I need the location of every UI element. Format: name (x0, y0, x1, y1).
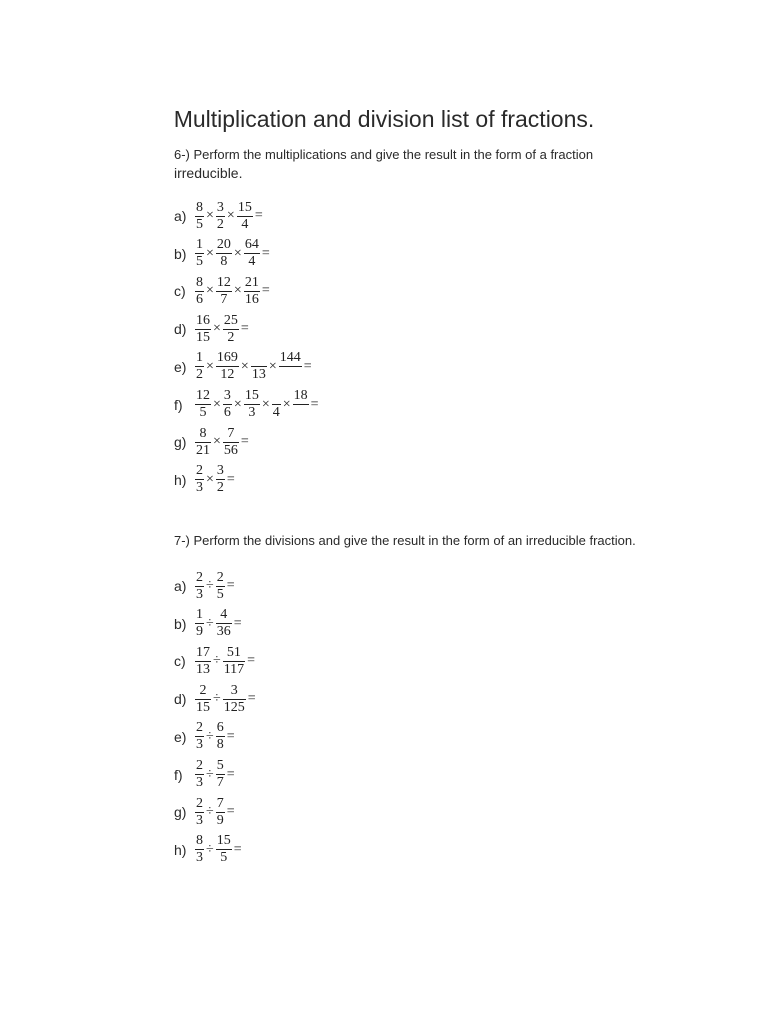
problem-row (174, 566, 236, 606)
fraction-numerator (273, 388, 279, 404)
fraction-numerator: 169 (216, 350, 238, 366)
fraction (216, 200, 225, 233)
equals-sign: = (247, 691, 256, 707)
fraction-numerator: 25 (223, 312, 238, 328)
fraction-denominator: 12 (220, 367, 235, 383)
fraction (223, 645, 245, 678)
fraction-numerator: 7 (227, 425, 235, 441)
fraction (195, 720, 204, 753)
problem-row (174, 641, 256, 681)
operator-sign: × (206, 208, 214, 223)
equals-sign: = (233, 615, 242, 631)
operator-sign: ÷ (213, 653, 221, 669)
problem-row (174, 792, 236, 832)
fraction-denominator: 16 (244, 291, 259, 307)
operator-sign: ÷ (206, 766, 214, 782)
fraction (216, 570, 225, 603)
operator-sign: × (206, 358, 214, 374)
fraction (195, 758, 204, 791)
operator-sign: × (261, 396, 270, 412)
fraction-numerator: 51 (226, 644, 241, 660)
operator-sign: × (206, 283, 214, 299)
problem-row (174, 604, 243, 644)
fraction (223, 388, 232, 421)
fraction-denominator: 21 (196, 442, 210, 458)
equals-sign: = (247, 653, 256, 669)
fraction (244, 275, 260, 308)
problem-row (174, 271, 271, 311)
problem-label: a) (174, 208, 187, 224)
operator-sign: × (282, 396, 291, 412)
fraction-denominator: 9 (216, 812, 224, 828)
fraction-denominator: 3 (196, 480, 203, 496)
fraction-numerator: 15 (237, 199, 252, 215)
fraction-numerator: 3 (216, 463, 224, 479)
fraction-numerator: 18 (293, 388, 308, 403)
fraction-denominator: 5 (196, 254, 203, 270)
operator-sign: × (213, 321, 221, 337)
problem-label: d) (174, 691, 187, 708)
fraction-denominator: 15 (196, 699, 210, 715)
fraction (216, 720, 225, 753)
fraction (195, 463, 204, 496)
problem-row (174, 460, 236, 500)
problem-label: a) (174, 578, 187, 594)
fraction-numerator: 2 (196, 569, 203, 585)
equals-sign: = (310, 396, 319, 412)
equals-sign: = (226, 471, 235, 487)
problem-label: h) (174, 471, 187, 488)
operator-sign: × (240, 358, 249, 374)
fraction-denominator: 6 (196, 291, 203, 307)
fraction-numerator: 2 (196, 463, 203, 479)
fraction (216, 463, 225, 496)
fraction (223, 313, 239, 346)
problem-expression (194, 720, 236, 753)
problem-expression (194, 426, 250, 459)
equals-sign: = (254, 208, 263, 223)
problem-row (174, 309, 250, 349)
fraction-denominator: 2 (216, 480, 224, 496)
fraction (279, 350, 302, 383)
fraction-denominator: 7 (220, 291, 228, 307)
fraction-denominator: 4 (272, 405, 280, 420)
problem-label: c) (174, 653, 186, 670)
fraction (195, 426, 211, 459)
fraction-denominator: 4 (248, 254, 256, 270)
fraction (216, 237, 232, 270)
fraction-numerator: 1 (196, 350, 203, 366)
fraction-numerator: 17 (196, 644, 210, 660)
section-6-instruction (174, 146, 694, 182)
fraction-denominator: 8 (216, 737, 224, 753)
fraction (216, 833, 232, 866)
problem-label: h) (174, 841, 187, 858)
operator-sign: ÷ (206, 728, 214, 744)
fraction-numerator: 3 (216, 199, 224, 215)
problem-expression (194, 350, 313, 383)
fraction-numerator: 8 (199, 425, 207, 441)
fraction-denominator: 13 (251, 367, 266, 383)
fraction-numerator: 144 (279, 350, 301, 366)
fraction (223, 426, 239, 459)
problem-label: b) (174, 245, 187, 262)
fraction (237, 200, 253, 233)
fraction-numerator: 21 (244, 274, 259, 290)
problem-row (174, 755, 236, 795)
fraction (195, 200, 204, 233)
problem-expression (194, 313, 250, 346)
problem-expression (194, 237, 271, 270)
operator-sign: ÷ (206, 615, 214, 631)
problem-expression (194, 683, 257, 716)
fraction-numerator: 6 (216, 720, 224, 736)
problem-row (174, 422, 250, 462)
fraction-denominator: 56 (223, 442, 238, 458)
problem-label: d) (174, 321, 187, 338)
operator-sign: ÷ (206, 578, 214, 593)
fraction-numerator: 15 (244, 388, 259, 403)
operator-sign: × (213, 396, 221, 412)
fraction (244, 237, 260, 270)
problem-label: f) (174, 396, 183, 413)
fraction-denominator: 5 (196, 216, 203, 232)
fraction (195, 607, 204, 640)
fraction (195, 645, 211, 678)
fraction-numerator: 15 (216, 833, 231, 849)
fraction-denominator: 117 (223, 661, 245, 677)
fraction-numerator: 8 (196, 199, 203, 215)
fraction-numerator: 2 (199, 682, 207, 698)
fraction (195, 388, 211, 421)
fraction-denominator: 5 (220, 850, 228, 866)
equals-sign: = (261, 245, 270, 261)
fraction (195, 796, 204, 829)
fraction-numerator: 8 (196, 274, 203, 290)
equals-sign: = (226, 804, 235, 820)
fraction (216, 275, 232, 308)
problem-label: e) (174, 728, 187, 745)
problem-row (174, 347, 313, 387)
problem-label: e) (174, 358, 187, 375)
equals-sign: = (261, 283, 270, 299)
problem-label: f) (174, 766, 183, 783)
fraction-numerator: 2 (216, 569, 224, 585)
fraction-numerator: 16 (196, 312, 210, 328)
section-7-instruction: 7-) Perform the divisions and give the result in the form of an irreducible fraction. (174, 533, 636, 548)
fraction-denominator: 15 (196, 329, 210, 345)
fraction (195, 570, 204, 603)
section-6-instruction-line1: 6-) Perform the multiplications and give the result in the form of a fraction (174, 147, 594, 162)
operator-sign: × (233, 283, 242, 299)
fraction (216, 796, 225, 829)
problem-label: c) (174, 283, 186, 300)
fraction-numerator: 1 (196, 607, 203, 623)
problem-expression (194, 758, 236, 791)
equals-sign: = (226, 728, 235, 744)
fraction (195, 350, 204, 383)
problem-row (174, 679, 257, 719)
fraction-numerator: 64 (244, 237, 259, 253)
fraction-denominator: 2 (227, 329, 235, 345)
fraction (244, 388, 260, 421)
fraction-denominator: 4 (241, 216, 249, 232)
fraction-denominator: 3 (248, 405, 256, 420)
fraction-denominator: 2 (196, 367, 203, 383)
fraction (216, 350, 239, 383)
fraction-denominator: 7 (216, 775, 224, 790)
equals-sign: = (233, 841, 242, 857)
fraction-numerator: 5 (216, 758, 224, 773)
fraction-denominator: 36 (216, 624, 231, 640)
fraction (195, 275, 204, 308)
equals-sign: = (240, 434, 249, 450)
problem-label: g) (174, 804, 187, 821)
problem-expression (194, 200, 264, 233)
fraction (216, 758, 225, 791)
fraction-numerator: 3 (223, 388, 231, 403)
problem-expression (194, 388, 320, 421)
equals-sign: = (303, 358, 312, 374)
operator-sign: × (213, 434, 221, 450)
fraction-denominator: 3 (196, 812, 203, 828)
fraction (251, 350, 267, 383)
operator-sign: × (206, 245, 214, 261)
section-6-instruction-line2: irreducible. (174, 165, 243, 181)
problem-row (174, 830, 243, 870)
operator-sign: ÷ (206, 804, 214, 820)
problem-row (174, 234, 271, 274)
fraction-denominator: 125 (223, 699, 245, 715)
problem-expression (194, 275, 271, 308)
fraction (195, 683, 211, 716)
operator-sign: × (233, 245, 242, 261)
operator-sign: × (206, 471, 214, 487)
problem-expression (194, 607, 243, 640)
problem-label: g) (174, 434, 187, 451)
equals-sign: = (226, 766, 235, 782)
fraction-denominator: 3 (196, 850, 203, 866)
operator-sign: × (268, 358, 277, 374)
fraction-numerator: 4 (220, 607, 228, 623)
fraction-numerator: 20 (216, 237, 231, 253)
fraction-denominator (287, 367, 293, 383)
fraction (272, 388, 281, 421)
fraction-denominator: 2 (216, 216, 224, 232)
fraction-denominator: 5 (216, 586, 224, 602)
fraction-numerator: 12 (196, 388, 210, 403)
fraction-denominator: 3 (196, 586, 203, 602)
operator-sign: × (226, 208, 235, 223)
fraction-numerator: 1 (196, 237, 203, 253)
fraction-numerator: 2 (196, 720, 203, 736)
fraction-numerator: 8 (196, 833, 203, 849)
fraction-denominator: 3 (196, 737, 203, 753)
fraction-denominator (298, 405, 304, 421)
operator-sign: × (233, 396, 242, 412)
fraction (195, 237, 204, 270)
problem-row (174, 717, 236, 757)
fraction-denominator: 5 (199, 405, 207, 420)
fraction-denominator: 9 (196, 624, 203, 640)
problem-row (174, 196, 264, 236)
fraction-numerator: 2 (196, 795, 203, 811)
fraction-denominator: 13 (196, 661, 210, 677)
problem-expression (194, 833, 243, 866)
fraction (216, 607, 232, 640)
fraction-denominator: 3 (196, 775, 203, 790)
fraction-numerator: 7 (216, 795, 224, 811)
fraction-numerator: 2 (196, 758, 203, 773)
fraction-numerator: 12 (216, 274, 231, 290)
fraction-numerator: 3 (230, 682, 238, 698)
operator-sign: ÷ (213, 691, 221, 707)
fraction (293, 388, 309, 421)
fraction-numerator (256, 350, 262, 366)
fraction-denominator: 6 (223, 405, 231, 420)
fraction-denominator: 8 (220, 254, 228, 270)
problem-expression (194, 796, 236, 829)
problem-expression (194, 463, 236, 496)
problem-row (174, 385, 320, 425)
fraction (195, 313, 211, 346)
equals-sign: = (240, 321, 249, 337)
page-title: Multiplication and division list of fractions. (173, 106, 595, 132)
operator-sign: ÷ (206, 841, 214, 857)
fraction (223, 683, 246, 716)
fraction (195, 833, 204, 866)
problem-expression (194, 645, 256, 678)
problem-expression (194, 570, 236, 603)
problem-label: b) (174, 615, 187, 632)
equals-sign: = (226, 578, 235, 593)
